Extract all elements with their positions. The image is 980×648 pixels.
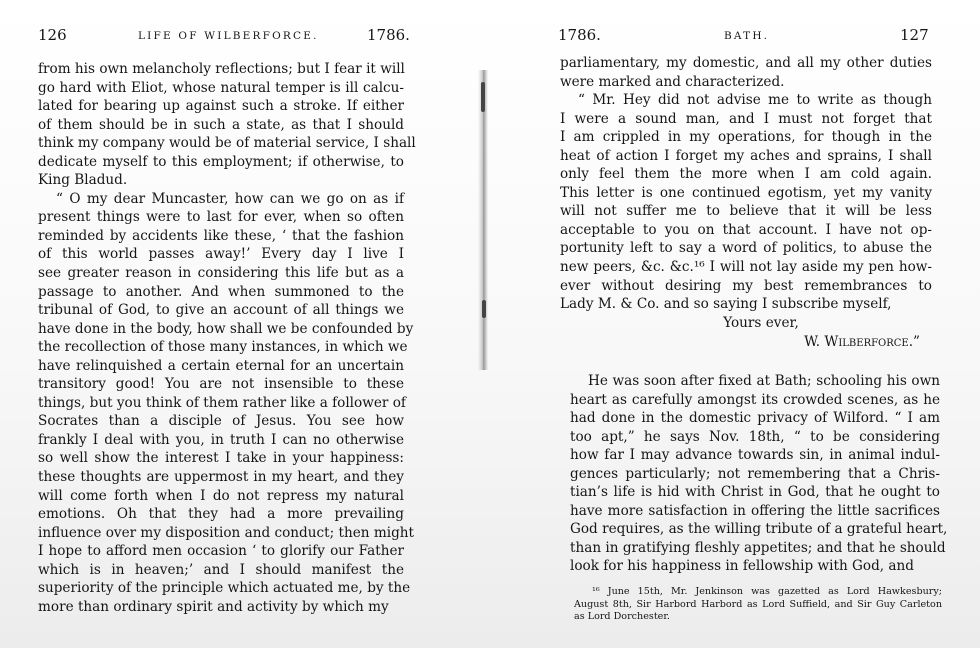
left-running-head: LIFE OF WILBERFORCE. — [138, 30, 319, 42]
text-line: acceptable to you on that account. I have not op- — [560, 221, 932, 238]
text-line: things, but you think of them rather like a follower of — [38, 394, 406, 411]
gutter-shadow-top — [481, 82, 485, 112]
text-line: God requires, as the willing tribute of a grateful heart, — [570, 521, 948, 538]
letter-signature: W. Wilberforce.” — [804, 333, 920, 350]
text-line: new peers, &c. &c.¹⁶ I will not lay aside my pen how- — [560, 259, 932, 276]
footnote-line: ¹⁶ June 15th, Mr. Jenkinson was gazetted as Lord Hawkesbury; — [592, 586, 942, 597]
right-page-year: 1786. — [558, 26, 601, 44]
text-line: have more satisfaction in offering the little sacrifices — [570, 502, 940, 519]
text-line: will come forth when I do not repress my natural — [38, 487, 404, 504]
text-line: were marked and characterized. — [560, 73, 785, 90]
text-line: Socrates than a disciple of Jesus. You see how — [38, 413, 404, 430]
text-line: more than ordinary spirit and activity by which my — [38, 598, 389, 615]
text-line: portunity left to say a word of politics, to abuse the — [560, 240, 932, 257]
text-line: gences particularly; not remembering that a Chris- — [570, 465, 940, 482]
text-line: passage to another. And when summoned to the — [38, 283, 404, 300]
letter-closing: Yours ever, — [723, 315, 799, 331]
footnote-line: as Lord Dorchester. — [574, 611, 670, 622]
text-line: see greater reason in considering this life but as a — [38, 265, 404, 282]
text-line: He was soon after fixed at Bath; schooling his own — [588, 373, 940, 389]
text-line: reminded by accidents like these, ‘ that the fashion — [38, 227, 404, 244]
text-line: frankly I deal with you, in truth I can no otherwise — [38, 431, 404, 448]
text-line: I am crippled in my operations, for though in the — [560, 129, 932, 146]
text-line: influence over my disposition and conduct; then might — [38, 524, 414, 541]
left-page — [0, 0, 470, 648]
text-line: go hard with Eliot, whose natural temper is ill calcu- — [38, 79, 404, 96]
text-line: so well show the interest I take in your happiness: — [38, 450, 404, 467]
text-line: transitory good! You are not insensible to these — [38, 376, 404, 393]
text-line: heart as carefully amongst its crowded scenes, as he — [570, 391, 940, 408]
text-line: parliamentary, my domestic, and all my other duties — [560, 55, 932, 71]
text-line: from his own melancholy reflections; but I fear it will — [38, 61, 405, 77]
right-page — [500, 0, 980, 648]
text-line: think my company would be of material service, I shall — [38, 135, 416, 152]
text-line: superiority of the principle which actuated me, by the — [38, 580, 411, 597]
footnote-line: August 8th, Sir Harbord Harbord as Lord Suffield, and Sir Guy Carleton — [574, 598, 942, 610]
gutter-shadow-bottom — [482, 300, 486, 318]
text-line: the recollection of those many instances, in which we — [38, 339, 408, 356]
text-line: dedicate myself to this employment; if otherwise, to — [38, 153, 404, 170]
right-page-closing — [560, 314, 932, 351]
right-page-letter — [560, 54, 932, 314]
text-line: present things were to last for ever, when so often — [38, 209, 404, 226]
text-line: heat of action I forget my aches and sprains, I shall — [560, 147, 932, 164]
text-line: of this world passes away!’ Every day I live I — [38, 246, 404, 263]
left-page-header — [0, 26, 470, 46]
text-line: too apt,” he says Nov. 18th, “ to be considering — [570, 428, 940, 445]
text-line: King Bladud. — [38, 172, 128, 189]
text-line: “ Mr. Hey did not advise me to write as though — [578, 92, 932, 109]
text-line: I hope to afford men occasion ‘ to glorify our Father — [38, 543, 404, 560]
text-line: emotions. Oh that they had a more prevailing — [38, 506, 404, 523]
right-page-number: 127 — [900, 26, 929, 44]
text-line: lated for bearing up against such a stroke. If either — [38, 98, 404, 115]
text-line: had done in the domestic privacy of Wilford. “ I am — [570, 410, 940, 427]
text-line: have done in the body, how shall we be confounded by — [38, 320, 414, 337]
text-line: ever without desiring my best remembrances to — [560, 277, 932, 294]
text-line: how far I may advance towards sin, in animal indul- — [570, 447, 940, 464]
left-page-body — [38, 60, 416, 616]
text-line: This letter is one continued egotism, yet my vanity — [560, 184, 932, 201]
text-line: I were a sound man, and I must not forget that — [560, 110, 932, 127]
left-page-number: 126 — [38, 26, 67, 44]
text-line: look for his happiness in fellowship with God, and — [570, 558, 914, 575]
text-line: “ O my dear Muncaster, how can we go on as if — [56, 190, 404, 207]
right-page-narrative — [570, 372, 948, 576]
right-running-head: BATH. — [724, 30, 770, 42]
text-line: Lady M. & Co. and so saying I subscribe myself, — [560, 296, 892, 313]
text-line: have relinquished a certain eternal for an uncertain — [38, 357, 404, 374]
text-line: only feel them the more when I am cold again. — [560, 166, 932, 183]
right-page-header — [500, 26, 980, 46]
text-line: will not suffer me to believe that it will be less — [560, 203, 932, 220]
book-gutter — [478, 70, 488, 370]
text-line: tian’s life is hid with Christ in God, that he ought to — [570, 484, 940, 501]
text-line: of them should be in such a state, as that I should — [38, 116, 404, 133]
text-line: tribunal of God, to give an account of all things we — [38, 302, 404, 319]
text-line: which is in heaven;’ and I should manifest the — [38, 561, 404, 578]
text-line: than in gratifying fleshly appetites; and that he should — [570, 539, 946, 556]
right-page-footnote — [574, 586, 942, 624]
text-line: these thoughts are uppermost in my heart, and they — [38, 469, 404, 486]
left-page-year: 1786. — [367, 26, 410, 44]
